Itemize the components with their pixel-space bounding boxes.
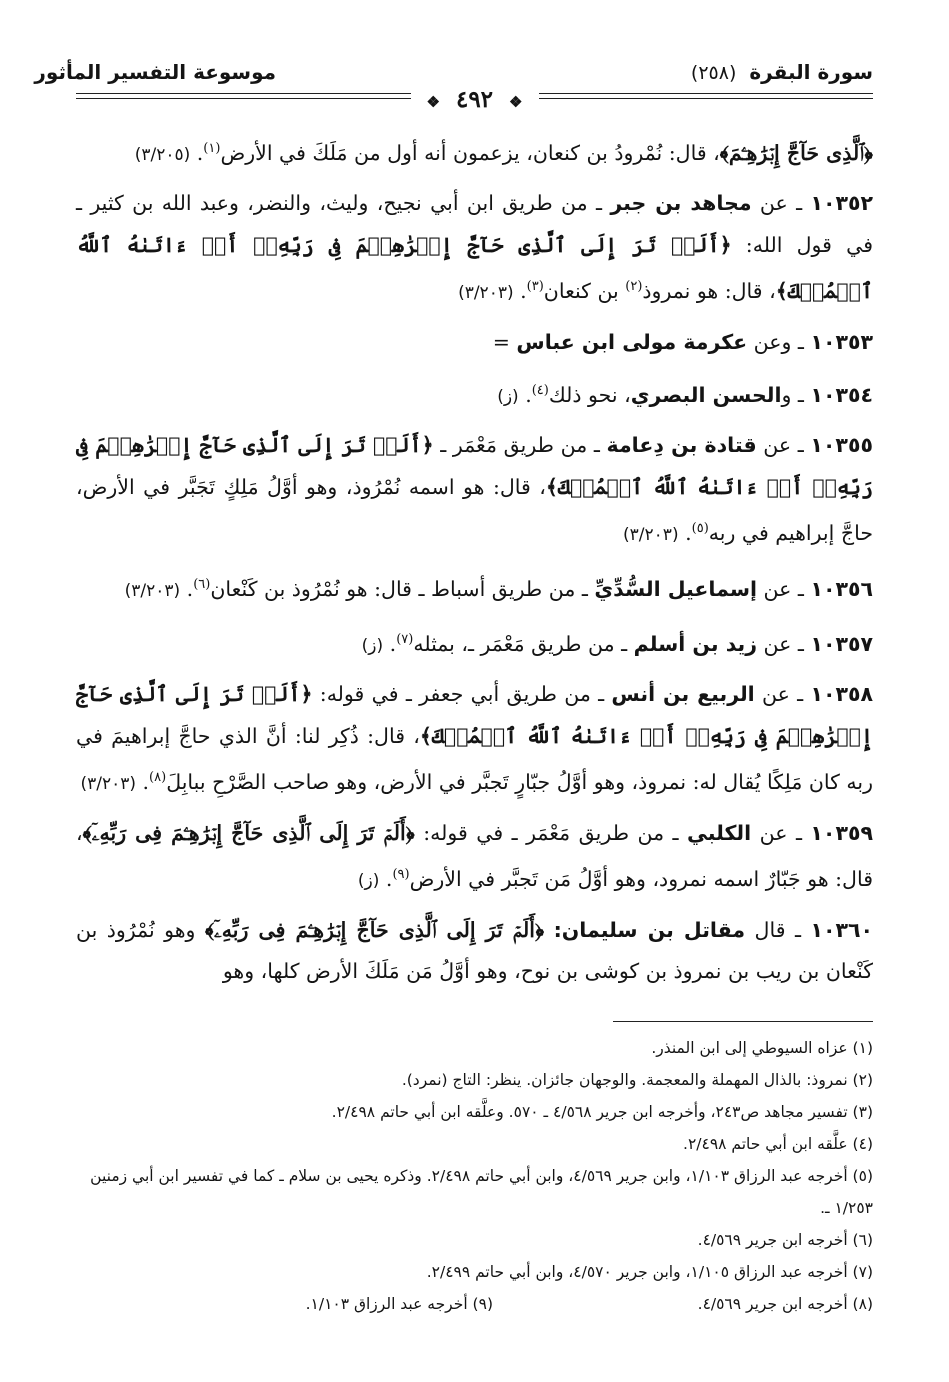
page-header-surah	[653, 60, 873, 84]
footnote: (٨) أخرجه ابن جرير ٤/٥٦٩.	[697, 1295, 873, 1313]
entry-text	[544, 918, 553, 942]
footnote-rule	[613, 1021, 873, 1022]
quran-quote: ﴿أَلَمۡ تَرَ إِلَى ٱلَّذِى حَآجَّ إِبۡرَٰهِـۧمَ فِى رَبِّهِۦٓ أَنۡ ءَاتَىٰهُ ٱللَّهُ ٱلۡمُلۡكَ﴾	[76, 232, 873, 304]
verse-reference: (٢٥٨)	[690, 62, 737, 84]
entry-text: .	[678, 521, 692, 546]
narration-entry	[76, 128, 873, 176]
volume-reference: (ز)	[497, 386, 519, 407]
entry-text: =	[492, 329, 517, 354]
entry-number: ١٠٣٥٤	[810, 382, 873, 407]
footnote-marker: (٦)	[193, 576, 211, 592]
narrator-name: الحسن البصري	[630, 382, 782, 407]
footnote: (٢) نمروذ: بالذال المهملة والمعجمة. والوجهان جائزان. ينظر: التاج (نمرد).	[401, 1071, 873, 1089]
narrator-name: مجاهد بن جبر	[610, 191, 752, 216]
quran-quote: ﴿أَلَمۡ تَرَ إِلَى ٱلَّذِى حَآجَّ إِبۡرَٰهِـۧمَ فِى رَبِّهِۦٓ أَنۡ ءَاتَىٰهُ ٱللَّهُ ٱلۡمُلۡكَ﴾	[76, 433, 873, 499]
footnote-marker: (٧)	[396, 632, 414, 648]
entry-text: ـ عن	[756, 433, 811, 458]
entry-number: ١٠٣٥٩	[810, 820, 873, 845]
footnote-pair	[76, 1288, 873, 1320]
volume-reference: (٣/٢٠٣)	[124, 580, 181, 601]
entry-text: ، قال: نُمْرودُ بن كنعان، يزعمون أنه أول من مَلَكَ في الأرض	[220, 140, 720, 165]
entry-text: .	[518, 382, 532, 407]
entry-text: ـ عن	[754, 682, 811, 707]
narrator-name: عكرمة مولى ابن عباس	[516, 329, 748, 354]
footnote-marker: (٥)	[691, 521, 709, 537]
narration-entry	[76, 322, 873, 364]
footnote: (١) عزاه السيوطي إلى ابن المنذر.	[651, 1039, 873, 1057]
entry-number: ١٠٣٥٧	[810, 631, 873, 656]
ornament-icon: ❖	[501, 93, 530, 111]
volume-reference: (٣/٢٠٥)	[134, 144, 191, 165]
quran-quote: ﴿أَلَمۡ تَرَ إِلَى ٱلَّذِى حَآجَّ إِبۡرَٰهِـۧمَ فِى رَبِّهِۦٓ﴾	[82, 820, 415, 845]
entry-text: ، نحو ذلك	[548, 382, 631, 407]
footnote-marker: (٢)	[625, 279, 643, 295]
narration-entry	[76, 183, 873, 314]
entry-text: .	[190, 140, 204, 165]
footnote: (٦) أخرجه ابن جرير ٤/٥٦٩.	[697, 1231, 873, 1249]
entry-text: ـ من طريق أسباط ـ قال: هو نُمْرُوذ بن كَنْعان	[210, 576, 595, 601]
narration-entry	[76, 910, 873, 993]
entry-text: ـ من طريق مَعْمَر ـ	[433, 433, 607, 458]
narrator-name: زيد بن أسلم	[633, 631, 758, 656]
page-number-block	[0, 86, 949, 113]
narrator-name: الكلبي	[687, 820, 752, 845]
entry-number: ١٠٣٥٥	[810, 433, 873, 458]
quran-quote: ﴿ٱلَّذِى حَآجَّ إِبۡرَٰهِـۧمَ﴾	[719, 140, 873, 165]
entry-number: ١٠٣٦٠	[810, 917, 874, 942]
entry-text: ، قال: هو جَبّارٌ اسمه نمرود، وهو أوَّلُ مَن تَجبَّر في الأرض	[76, 820, 873, 892]
footnotes	[76, 1032, 873, 1320]
footnote-marker: (٩)	[392, 867, 410, 883]
page-number: ٤٩٢	[455, 86, 494, 113]
volume-reference: (٣/٢٠٣)	[80, 774, 136, 795]
footnote-marker: (١)	[203, 141, 221, 156]
entry-text: ، قال: هو نمروذ	[642, 279, 776, 304]
footnote-marker: (٤)	[531, 383, 549, 399]
entry-text: .	[379, 867, 393, 892]
entry-text: .	[136, 770, 150, 795]
entry-number: ١٠٣٥٢	[810, 191, 873, 216]
volume-reference: (٣/٢٠٣)	[458, 283, 514, 304]
entry-text: ـ و	[781, 382, 811, 407]
volume-reference: (٣/٢٠٣)	[623, 525, 679, 546]
narration-entry	[76, 564, 873, 612]
narration-entry	[76, 674, 873, 805]
narration-entry	[76, 370, 873, 418]
narrator-name: مقاتل بن سليمان:	[553, 917, 746, 942]
footnote: (٧) أخرجه عبد الرزاق ١/١٠٥، وابن جرير ٤/٥٧٠، وابن أبي حاتم ٢/٤٩٩.	[426, 1263, 873, 1281]
entry-number: ١٠٣٥٣	[810, 329, 873, 354]
entry-text: ، قال: ذُكِر لنا: أنَّ الذي حاجَّ إبراهيمَ في ربه كان مَلِكًا يُقال له: نمروذ، وهو أوَّلُ جبّارٍ تَجبَّر في الأرض، وهو صاحب الصَّرْحِ ببابِلَ	[76, 723, 873, 795]
entry-text: ـ عن	[751, 820, 811, 845]
book-title: موسوعة التفسير المأثور	[34, 60, 276, 84]
entry-text: .	[383, 631, 397, 656]
entry-text: .	[180, 576, 194, 601]
entry-text: وهو نُمْرُوذ بن كَنْعان بن ريب بن نمروذ بن كوشى بن نوح، وهو أوَّلُ مَن مَلَكَ الأرض كلها، وهو	[76, 917, 873, 984]
entry-text: ، قال: هو اسمه نُمْرُوذ، وهو أوَّلُ مَلِكٍ تَجَبَّر في الأرض، حاجَّ إبراهيم في ربه	[76, 474, 873, 546]
volume-reference: (ز)	[361, 635, 384, 656]
entry-text: بن كنعان	[543, 279, 626, 304]
entry-text: .	[513, 279, 527, 304]
footnote: (٥) أخرجه عبد الرزاق ١/١٠٣، وابن جرير ٤/٥٦٩، وابن أبي حاتم ٢/٤٩٨. وذكره يحيى بن سلام ـ كما في تفسير ابن أبي زمنين ١/٢٥٣ ـ.	[90, 1167, 873, 1217]
footnote-marker: (٨)	[149, 770, 167, 786]
narrator-name: قتادة بن دِعامة	[606, 433, 757, 458]
entry-text: ـ من طريق مَعْمَر ـ، بمثله	[413, 631, 634, 656]
footnote: (٩) أخرجه عبد الرزاق ١/١٠٣.	[305, 1295, 493, 1313]
entry-text: ـ من طريق أبي جعفر ـ في قوله:	[312, 682, 612, 707]
narrator-name: الربيع بن أنس	[611, 682, 755, 707]
entry-text: ـ قال	[745, 917, 811, 942]
quran-quote: ﴿أَلَمۡ تَرَ إِلَى ٱلَّذِى حَآجَّ إِبۡرَٰهِـۧمَ فِى رَبِّهِۦٓ﴾	[204, 917, 545, 942]
volume-reference: (ز)	[357, 871, 380, 892]
narration-entry	[76, 813, 873, 903]
entry-text: ـ عن	[757, 631, 811, 656]
narrator-name: إسماعيل السُّدِّيِّ	[594, 576, 758, 601]
narration-entry	[76, 619, 873, 667]
entry-text: ـ عن	[751, 191, 811, 216]
narration-entry	[76, 425, 873, 556]
entry-number: ١٠٣٥٦	[810, 576, 873, 601]
entry-text: ـ من طريق ابن أبي نجيح، وليث، والنضر، وعبد الله بن كثير ـ في قول الله:	[76, 191, 873, 257]
footnote: (٣) تفسير مجاهد ص٢٤٣، وأخرجه ابن جرير ٤/٥٦٨ ـ ٥٧٠. وعلَّقه ابن أبي حاتم ٢/٤٩٨.	[331, 1103, 873, 1121]
entry-text: ـ عن	[757, 576, 811, 601]
main-text	[76, 128, 873, 1000]
entry-text: ـ من طريق مَعْمَر ـ في قوله:	[414, 820, 688, 845]
entry-text: ـ وعن	[747, 329, 811, 354]
quran-quote: ﴿أَلَمۡ تَرَ إِلَى ٱلَّذِى حَآجَّ إِبۡرَٰهِـۧمَ فِى رَبِّهِۦٓ أَنۡ ءَاتَىٰهُ ٱللَّهُ ٱلۡمُلۡكَ﴾	[76, 682, 873, 748]
surah-name: سورة البقرة	[749, 60, 873, 84]
footnote: (٤) علَّقه ابن أبي حاتم ٢/٤٩٨.	[683, 1135, 873, 1153]
entry-number: ١٠٣٥٨	[810, 682, 873, 707]
ornament-icon: ❖	[419, 93, 448, 111]
footnote-marker: (٣)	[526, 279, 544, 295]
